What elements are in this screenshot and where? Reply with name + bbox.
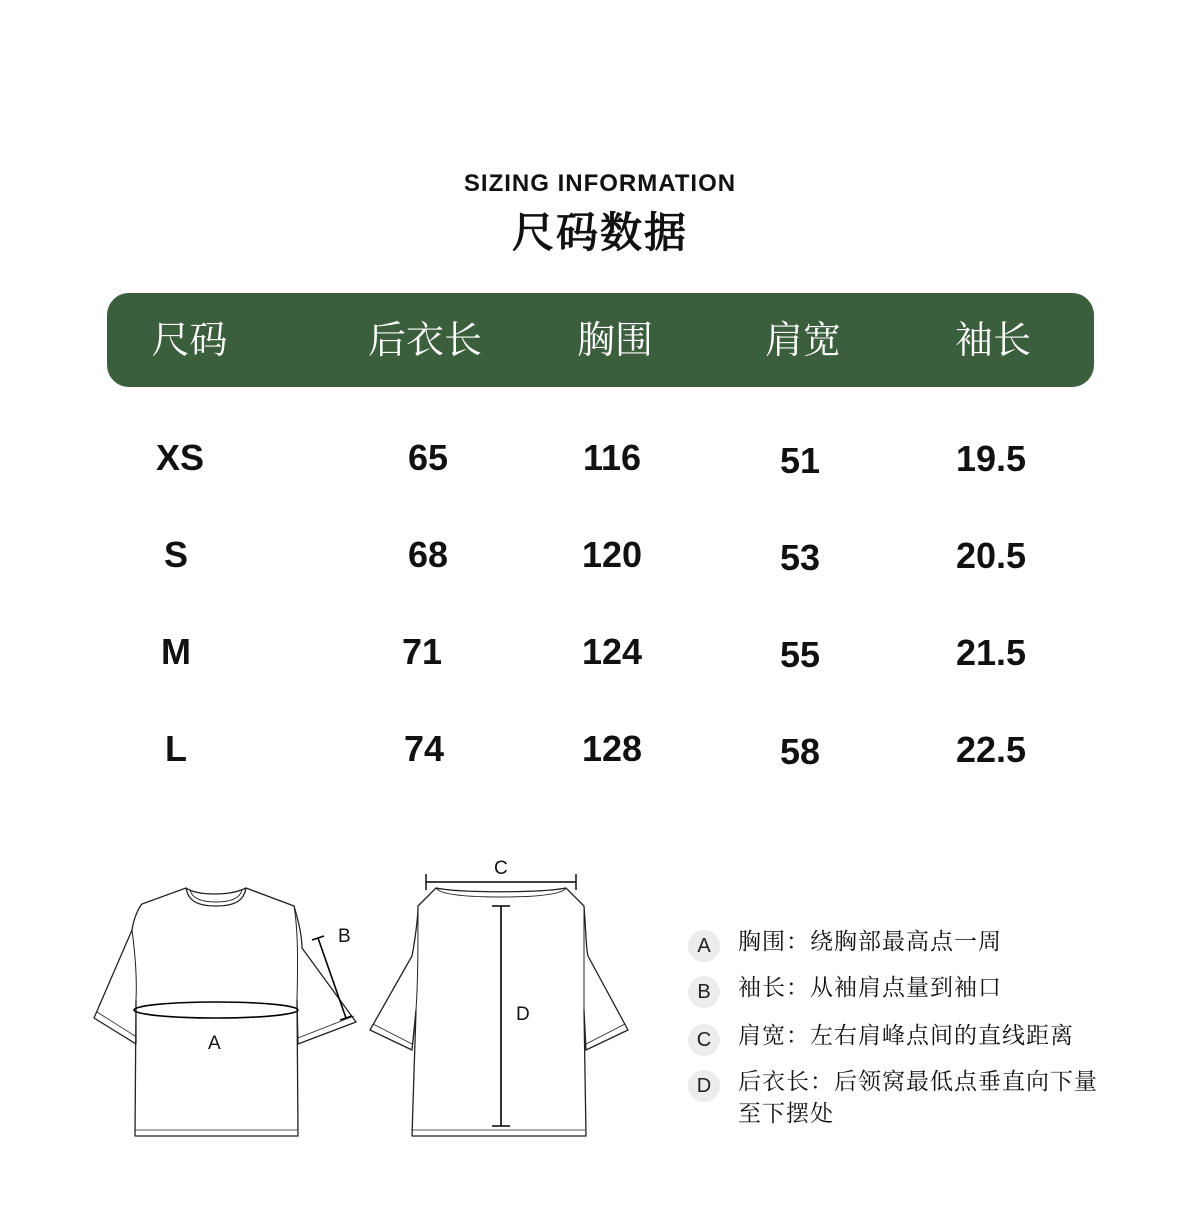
cell-sleeve: 20.5 — [955, 535, 1027, 576]
cell-shoulder: 51 — [779, 440, 821, 481]
legend-text: 胸围：绕胸部最高点一周 — [738, 929, 1002, 955]
table-row — [0, 525, 1200, 585]
cell-back-length: 65 — [407, 437, 449, 478]
header-sleeve: 袖长 — [954, 318, 1031, 362]
header-back-length: 后衣长 — [367, 318, 482, 362]
cell-shoulder: 53 — [779, 537, 821, 578]
header-chest: 胸围 — [576, 318, 653, 362]
legend-text: 后衣长：后领窝最低点垂直向下量至下摆处 — [738, 1069, 1098, 1127]
table-header — [107, 293, 1094, 387]
cell-sleeve: 22.5 — [955, 729, 1027, 770]
sleeve-measure-line — [318, 938, 346, 1018]
front-tshirt-outline — [94, 888, 356, 1136]
cell-size: M — [161, 631, 191, 672]
cell-size: XS — [155, 437, 205, 478]
cell-chest: 116 — [582, 437, 642, 478]
chest-measure-ellipse — [134, 1002, 298, 1018]
table-row — [0, 428, 1200, 488]
cell-shoulder: 58 — [779, 731, 821, 772]
label-a: A — [208, 1033, 221, 1054]
front-sleeve-seam-right — [294, 906, 298, 1000]
cell-size: S — [163, 534, 188, 575]
cell-sleeve: 21.5 — [955, 632, 1027, 673]
back-tshirt-outline — [370, 888, 628, 1136]
front-sleeve-seam-left — [132, 930, 136, 1000]
legend-badge: D — [688, 1070, 720, 1102]
label-b: B — [338, 926, 351, 947]
table-row — [0, 719, 1200, 779]
cell-back-length: 71 — [401, 631, 443, 672]
legend-badge: B — [688, 976, 720, 1008]
cell-back-length: 68 — [407, 534, 449, 575]
cell-chest: 128 — [581, 728, 643, 769]
cell-sleeve: 19.5 — [955, 438, 1027, 479]
legend-text: 袖长：从袖肩点量到袖口 — [738, 975, 1002, 1001]
header-shoulder: 肩宽 — [764, 318, 841, 362]
legend-badge: C — [688, 1024, 720, 1056]
cell-chest: 124 — [581, 631, 643, 672]
legend-text: 肩宽：左右肩峰点间的直线距离 — [738, 1023, 1074, 1049]
cell-chest: 120 — [581, 534, 643, 575]
title-en: SIZING INFORMATION — [463, 170, 737, 197]
cell-back-length: 74 — [403, 728, 445, 769]
legend-badge: A — [688, 930, 720, 962]
label-c: C — [494, 858, 508, 879]
cell-shoulder: 55 — [779, 634, 821, 675]
label-d: D — [516, 1004, 530, 1025]
table-row — [0, 622, 1200, 682]
cell-size: L — [165, 728, 187, 769]
header-size: 尺码 — [151, 318, 228, 362]
title-cn: 尺码数据 — [511, 208, 688, 257]
tshirt-diagram — [0, 840, 660, 1160]
